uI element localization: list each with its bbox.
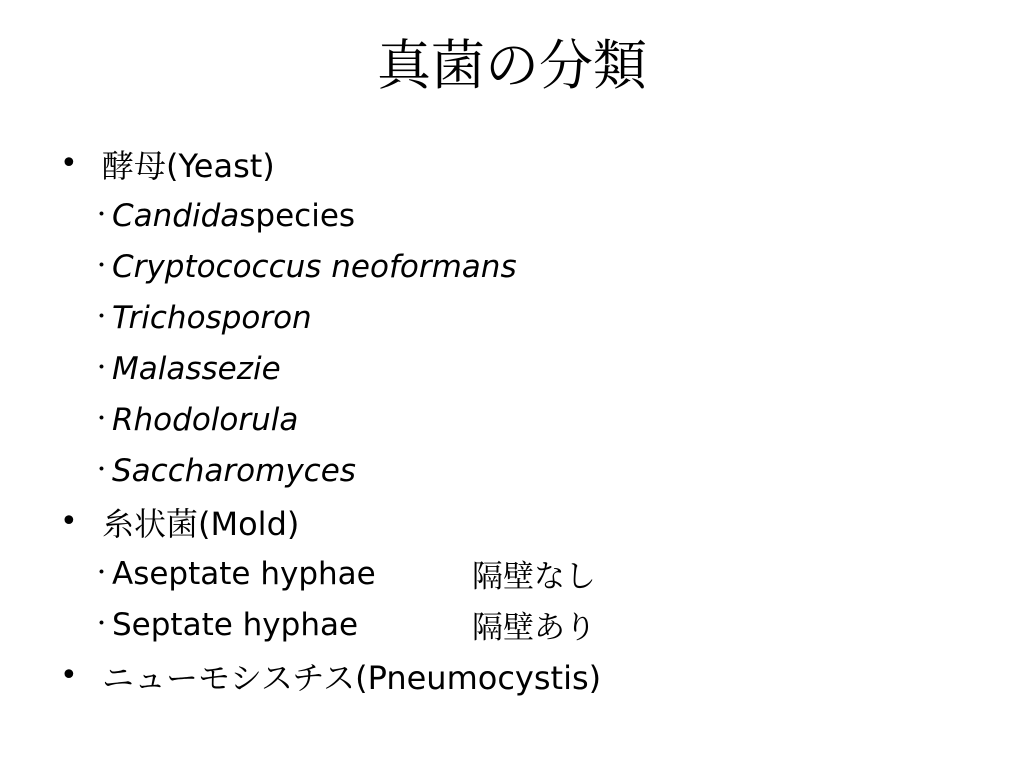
bullet-pneumocystis xyxy=(60,650,1000,702)
sub-item-septate xyxy=(60,599,1000,650)
bullet-marker: • xyxy=(60,658,78,693)
bullet-marker: • xyxy=(60,504,78,539)
sub-item-aseptate xyxy=(60,548,1000,599)
sub-marker: ･ xyxy=(96,254,108,279)
sub-item-rhodolorula xyxy=(60,394,1000,445)
sub-item-saccharomyces xyxy=(60,445,1000,496)
slide-body xyxy=(60,138,1000,702)
sub-marker: ･ xyxy=(96,203,108,228)
bullet-yeast xyxy=(60,138,1000,190)
sub-marker: ･ xyxy=(96,561,108,586)
bullet-heading: 糸状菌(Mold) xyxy=(102,505,300,543)
sub-marker: ･ xyxy=(96,612,108,637)
sub-marker: ･ xyxy=(96,458,108,483)
bullet-heading: ニューモシスチス(Pneumocystis) xyxy=(102,659,602,697)
sub-item-italic: Saccharomyces xyxy=(112,452,356,489)
slide-title: 真菌の分類 xyxy=(377,34,647,97)
sub-item-note: 隔壁あり xyxy=(472,610,596,646)
sub-item-italic: Cryptococcus neoformans xyxy=(112,248,517,285)
sub-item-candida xyxy=(60,190,1000,241)
sub-item-italic: Malassezie xyxy=(112,350,281,387)
sub-item-italic: Trichosporon xyxy=(112,299,312,336)
sub-marker: ･ xyxy=(96,407,108,432)
bullet-heading: 酵母(Yeast) xyxy=(102,147,275,185)
sub-marker: ･ xyxy=(96,305,108,330)
sub-item-trichosporon xyxy=(60,292,1000,343)
sub-item-cryptococcus xyxy=(60,241,1000,292)
sub-item-plain: Septate hyphae xyxy=(112,606,359,643)
sub-item-plain: species xyxy=(239,197,356,234)
sub-marker: ･ xyxy=(96,356,108,381)
sub-item-italic: Rhodolorula xyxy=(112,401,299,438)
sub-item-malassezie xyxy=(60,343,1000,394)
bullet-marker: • xyxy=(60,146,78,181)
sub-item-note: 隔壁なし xyxy=(472,559,596,595)
sub-item-italic: Candida xyxy=(112,197,240,234)
bullet-mold xyxy=(60,496,1000,548)
sub-item-plain: Aseptate hyphae xyxy=(112,555,376,592)
